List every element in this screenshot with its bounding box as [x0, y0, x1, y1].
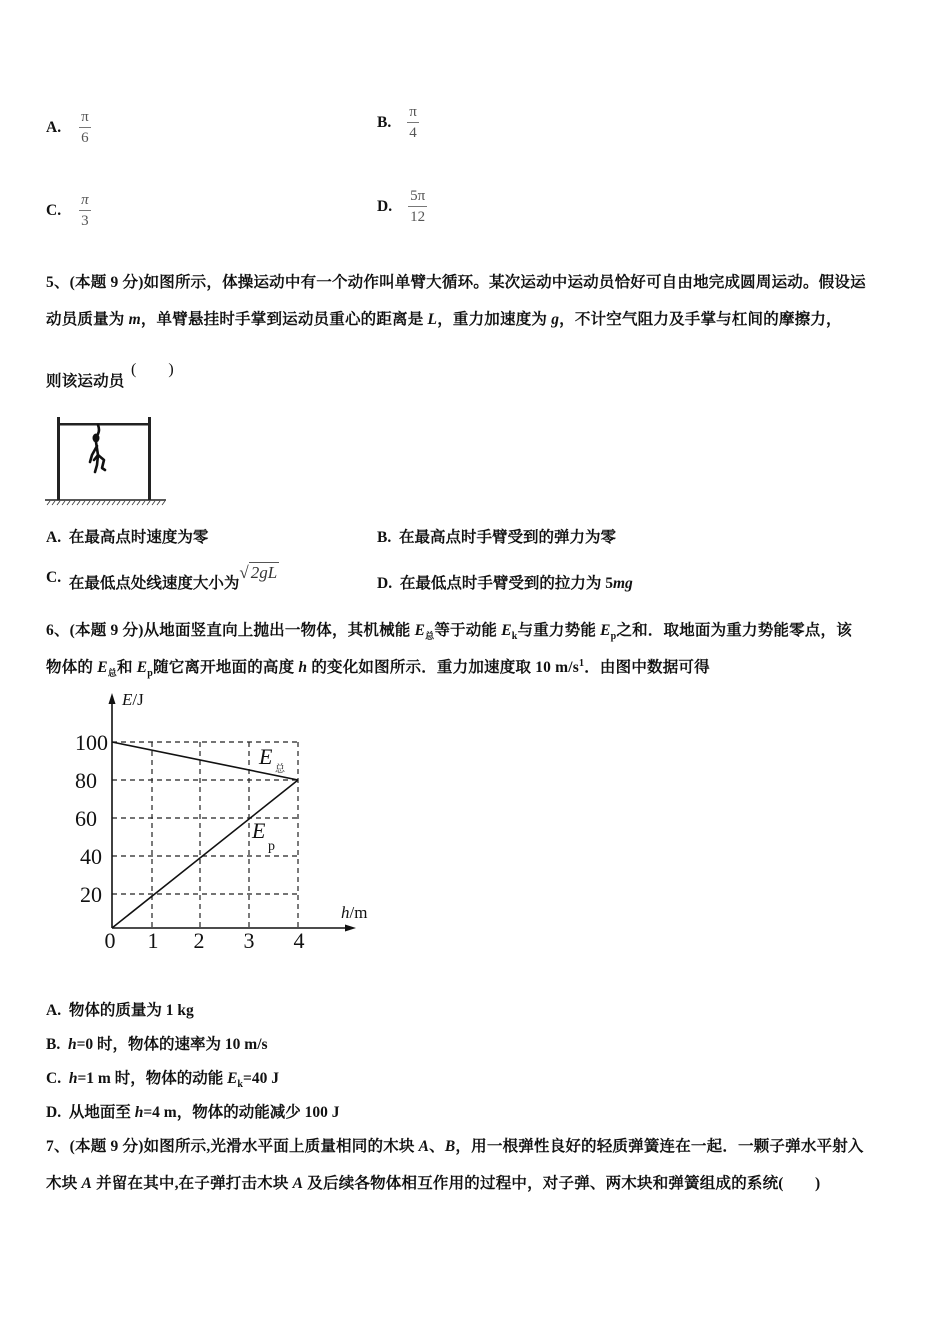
x-tick: 0 [104, 928, 116, 953]
option-label: C. [46, 202, 62, 219]
chart-axes [109, 693, 357, 932]
y-tick: 40 [80, 844, 102, 869]
gymnast-icon [90, 425, 105, 472]
series-ep-line [112, 780, 298, 928]
q5-line2: 动员质量为 m，单臂悬挂时手掌到运动员重心的距离是 L，重力加速度为 g，不计空气阻力及手掌与杠间的摩擦力， [46, 311, 842, 328]
x-axis-label: h/m [341, 903, 368, 922]
q7-line2: 木块 A 并留在其中,在子弹打击木块 A 及后续各物体相互作用的过程中，对子弹、两木块和弹簧组成的系统( ) [46, 1175, 821, 1192]
q5-option-a: A. 在最高点时速度为零 [46, 529, 209, 546]
q4-option-b [377, 103, 419, 143]
q6-option-c: C. h=1 m 时，物体的动能 $E_k=40$ J [46, 1070, 279, 1091]
horizontal-bar-figure [40, 410, 170, 510]
q6-option-a: A. 物体的质量为 1 kg [46, 1002, 194, 1019]
x-tick: 3 [243, 928, 255, 953]
q7-line1: 7、(本题 9 分)如图所示,光滑水平面上质量相同的木块 A、B，用一根弹性良好的轻质弹簧连在一起．一颗子弹水平射入 [46, 1138, 864, 1155]
fraction: $\frac{5\pi}{12}$ [410, 188, 426, 225]
q6-option-d: D. 从地面至 h=4 m，物体的动能减少 100 J [46, 1104, 340, 1121]
x-tick: 1 [147, 928, 159, 953]
y-tick: 100 [75, 730, 108, 755]
q4-option-d [377, 187, 427, 227]
q4-option-c [46, 191, 91, 231]
fraction: $\frac{\pi}{6}$ [81, 109, 89, 146]
q5-option-d: D. 在最低点时手臂受到的拉力为 5mg [377, 575, 633, 592]
q6-line2: 物体的 $E_总$和 $E_p$随它离开地面的高度 h 的变化如图所示．重力加速度取 10 $m/s^1$．由图中数据可得 [46, 657, 710, 680]
q5-option-b: B. 在最高点时手臂受到的弹力为零 [377, 529, 616, 546]
fraction: $\frac{\pi}{3}$ [81, 192, 89, 229]
x-tick: 4 [293, 928, 305, 953]
option-label: A. [46, 119, 62, 136]
y-tick: 60 [75, 806, 97, 831]
y-tick: 20 [80, 882, 102, 907]
annotation-e-total-sub: 总 [275, 764, 285, 775]
y-tick: 80 [75, 768, 97, 793]
x-tick: 2 [193, 928, 205, 953]
annotation-ep: E [252, 818, 266, 843]
q5-option-c: C. 在最低点处线速度大小为√ 2gL [46, 563, 278, 592]
sqrt-expression: √ 2gL [239, 563, 278, 582]
option-label: B. [377, 114, 392, 131]
option-label: D. [377, 198, 393, 215]
y-axis-label: E/J [122, 690, 144, 709]
annotation-e-total: E [259, 744, 273, 769]
q4-option-a [46, 108, 91, 148]
q5-line1: 5、(本题 9 分)如图所示，体操运动中有一个动作叫单臂大循环。某次运动中运动员恰好可自由地完成圆周运动。假设运 [46, 274, 866, 291]
q5-line3: 则该运动员 [46, 373, 125, 390]
chart-grid [112, 742, 298, 928]
q6-line1: 6、(本题 9 分)从地面竖直向上抛出一物体，其机械能 $E_总$等于动能 $E_k$与重力势能 $E_p$之和．取地面为重力势能零点，该 [46, 622, 852, 643]
energy-height-chart [60, 680, 380, 960]
fraction: $\frac{\pi}{4}$ [409, 104, 417, 141]
q6-option-b: B. h=0 时，物体的速率为 10 m/s [46, 1036, 268, 1053]
annotation-ep-sub: p [268, 839, 275, 854]
q5-answer-paren: ( ) [131, 361, 174, 378]
